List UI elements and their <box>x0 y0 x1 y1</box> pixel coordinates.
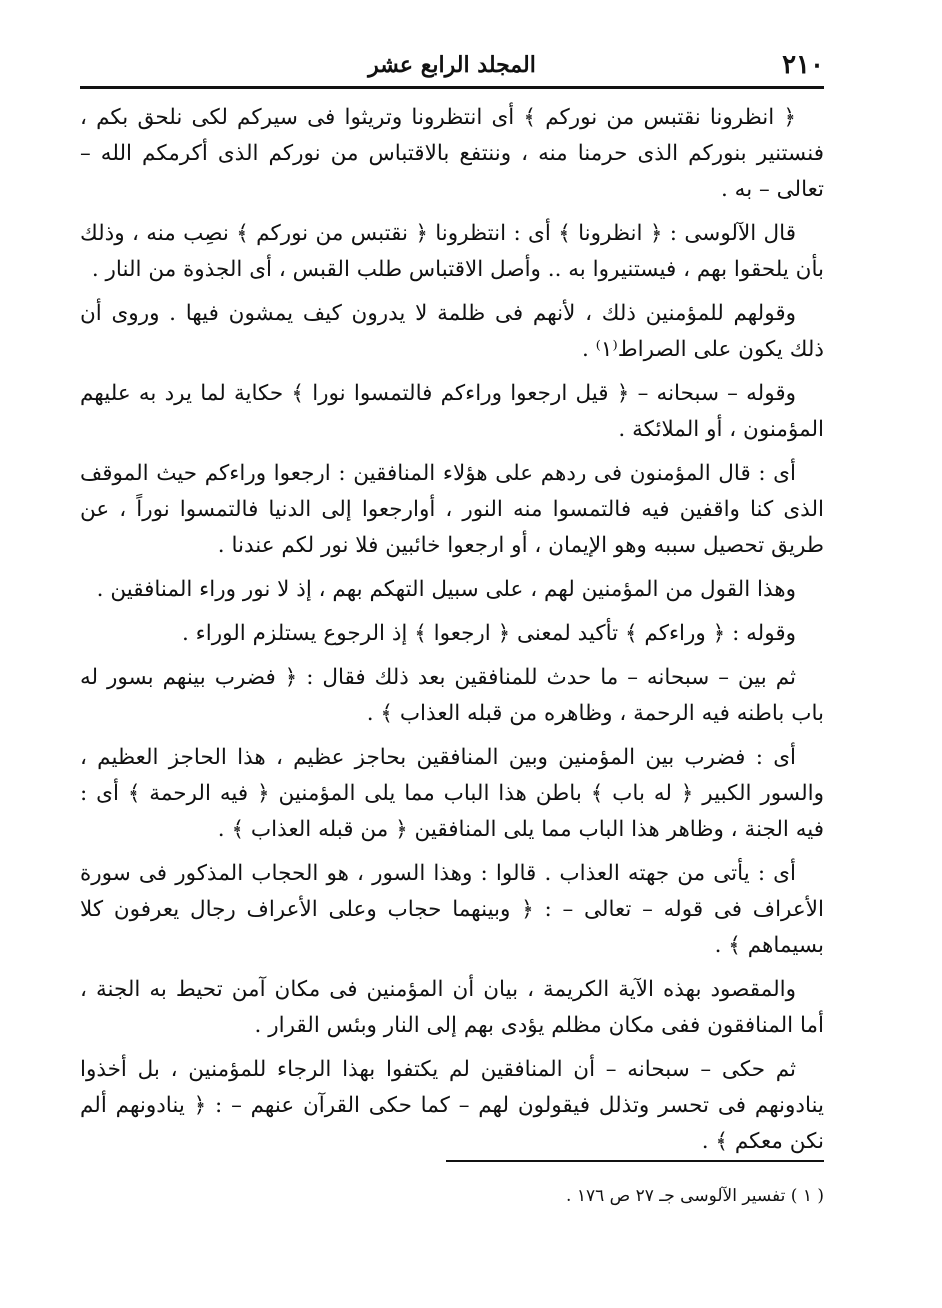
paragraph: ﴿ انظرونا نقتبس من نوركم ﴾ أى انتظرونا وتريثوا فى سيركم لكى نلحق بكم ، فنستنير بنوركم الذى حرمنا منه ، وننتفع بالاقتباس من نوركم الذى أكرمكم الله – تعالى – به . <box>80 105 824 202</box>
paragraph: ثم بين – سبحانه – ما حدث للمنافقين بعد ذلك فقال : ﴿ فضرب بينهم بسور له باب باطنه فيه الرحمة ، وظاهره من قبله العذاب ﴾ . <box>80 665 824 726</box>
paragraph: قال الآلوسى : ﴿ انظرونا ﴾ أى : انتظرونا ﴿ نقتبس من نوركم ﴾ نصِب منه ، وذلك بأن يلحقوا بهم ، فيستنيروا به .. وأصل الاقتباس طلب القبس ، أى الجذوة من النار . <box>80 221 824 282</box>
paragraph: أى : يأتى من جهته العذاب . قالوا : وهذا السور ، هو الحجاب المذكور فى سورة الأعراف فى قوله – تعالى – : ﴿ وبينهما حجاب وعلى الأعراف رجال يعرفون كلا بسيماهم ﴾ . <box>80 861 824 958</box>
header-rule <box>80 86 824 89</box>
paragraph: أى : قال المؤمنون فى ردهم على هؤلاء المنافقين : ارجعوا وراءكم حيث الموقف الذى كنا واقفين فيه فالتمسوا منه النور ، أوارجعوا إلى الدنيا فالتمسوا نوراً ، عن طريق تحصيل سببه وهو الإيمان ، أو ارجعوا خائبين فلا نور لكم عندنا . <box>80 461 824 558</box>
paragraph: أى : فضرب بين المؤمنين وبين المنافقين بحاجز عظيم ، هذا الحاجز العظيم ، والسور الكبير ﴿ له باب ﴾ باطن هذا الباب مما يلى المؤمنين ﴿ فيه الرحمة ﴾ أى : فيه الجنة ، وظاهر هذا الباب مما يلى المنافقين ﴿ من قبله العذاب ﴾ . <box>80 745 824 842</box>
paragraph: وقوله – سبحانه – ﴿ قيل ارجعوا وراءكم فالتمسوا نورا ﴾ حكاية لما يرد به عليهم المؤمنون ، أو الملائكة . <box>80 381 824 442</box>
footnote: ( ١ ) تفسير الآلوسى جـ ٢٧ ص ١٧٦ . <box>566 1186 824 1206</box>
paragraph: ثم حكى – سبحانه – أن المنافقين لم يكتفوا بهذا الرجاء للمؤمنين ، بل أخذوا ينادونهم فى تحسر وتذلل فيقولون لهم – كما حكى القرآن عنهم – : ﴿ ينادونهم ألم نكن معكم ﴾ . <box>80 1057 824 1154</box>
paragraph: وقولهم للمؤمنين ذلك ، لأنهم فى ظلمة لا يدرون كيف يمشون فيها . وروى أن ذلك يكون على الصراط⁽١⁾ . <box>80 301 824 362</box>
paragraph: وقوله : ﴿ وراءكم ﴾ تأكيد لمعنى ﴿ ارجعوا ﴾ إذ الرجوع يستلزم الوراء . <box>182 621 796 646</box>
body-text <box>80 100 824 1168</box>
footnote-rule <box>446 1160 824 1162</box>
page-number: ٢١٠ <box>782 50 824 80</box>
page-header <box>80 40 824 84</box>
paragraph: وهذا القول من المؤمنين لهم ، على سبيل التهكم بهم ، إذ لا نور وراء المنافقين . <box>96 577 796 602</box>
paragraph: والمقصود بهذه الآية الكريمة ، بيان أن المؤمنين فى مكان آمن تحيط به الجنة ، أما المنافقون ففى مكان مظلم يؤدى بهم إلى النار وبئس القرار . <box>80 977 824 1038</box>
running-title: المجلد الرابع عشر <box>368 52 536 78</box>
